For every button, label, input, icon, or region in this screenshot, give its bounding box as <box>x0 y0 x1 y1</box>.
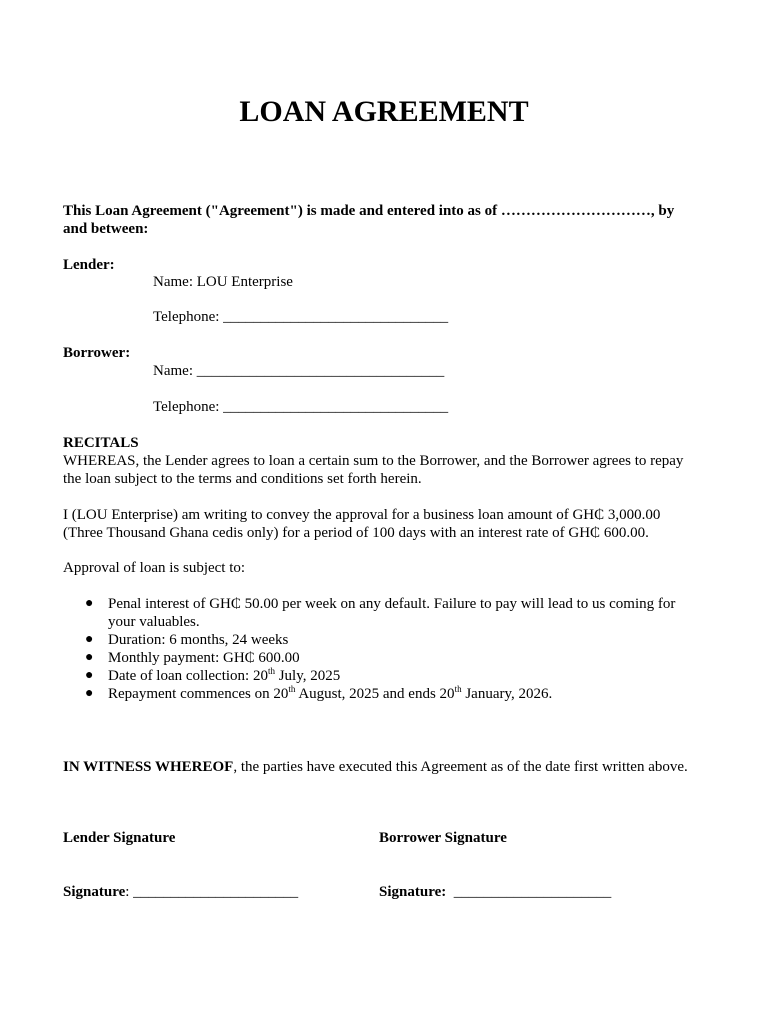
lender-signature-label: Signature <box>63 884 126 900</box>
borrower-signature-label: Signature: <box>379 884 447 900</box>
condition-collection-date: Date of loan collection: 20th July, 2025 <box>108 666 341 684</box>
lender-signature-field <box>63 883 298 901</box>
bullet-icon: ● <box>85 650 94 665</box>
list-item <box>63 667 693 685</box>
borrower-signature-field <box>379 883 611 901</box>
lender-name: Name: LOU Enterprise <box>153 274 293 290</box>
witness-text: , the parties have executed this Agreement as of the date first written above. <box>233 759 688 775</box>
bullet-icon: ● <box>85 686 94 701</box>
lender-telephone: Telephone: ______________________________ <box>153 309 449 325</box>
lender-signature-heading: Lender Signature <box>63 830 176 846</box>
witness-bold: IN WITNESS WHEREOF <box>63 759 234 775</box>
list-item <box>63 631 693 649</box>
lender-signature-line: : ______________________ <box>125 884 299 900</box>
borrower-heading: Borrower: <box>63 345 131 361</box>
document-title: LOAN AGREEMENT <box>239 95 529 128</box>
borrower-signature-heading: Borrower Signature <box>379 830 507 846</box>
bullet-icon: ● <box>85 668 94 683</box>
intro-line-2: and between: <box>63 221 149 237</box>
approval-paragraph <box>63 506 693 542</box>
condition-penal-line-2: your valuables. <box>108 614 200 630</box>
condition-penal-line-1: Penal interest of GH₵ 50.00 per week on any default. Failure to pay will lead to us coming for <box>108 596 676 612</box>
recitals-paragraph <box>63 452 693 488</box>
subject-to-text: Approval of loan is subject to: <box>63 560 246 576</box>
intro-paragraph <box>63 202 693 238</box>
lender-heading: Lender: <box>63 257 115 273</box>
condition-monthly-payment: Monthly payment: GH₵ 600.00 <box>108 650 300 666</box>
condition-duration: Duration: 6 months, 24 weeks <box>108 632 289 648</box>
recitals-line-1: WHEREAS, the Lender agrees to loan a certain sum to the Borrower, and the Borrower agrees to repay <box>63 453 684 469</box>
borrower-name: Name: _________________________________ <box>153 363 445 379</box>
bullet-icon: ● <box>85 632 94 647</box>
approval-line-1: I (LOU Enterprise) am writing to convey the approval for a business loan amount of GH₵ 3,000.00 <box>63 507 661 523</box>
borrower-signature-line: _____________________ <box>446 884 612 900</box>
witness-paragraph <box>63 758 688 776</box>
recitals-line-2: the loan subject to the terms and conditions set forth herein. <box>63 471 422 487</box>
list-item <box>63 649 693 667</box>
condition-repayment: Repayment commences on 20th August, 2025 and ends 20th January, 2026. <box>108 684 553 702</box>
approval-line-2: (Three Thousand Ghana cedis only) for a period of 100 days with an interest rate of GH₵ 600.00. <box>63 525 649 541</box>
conditions-list <box>63 595 693 703</box>
bullet-icon: ● <box>85 596 94 611</box>
list-item <box>63 685 693 703</box>
list-item <box>63 595 693 631</box>
borrower-telephone: Telephone: ______________________________ <box>153 399 449 415</box>
recitals-heading: RECITALS <box>63 435 139 451</box>
intro-line-1: This Loan Agreement ("Agreement") is made and entered into as of …………………………, by <box>63 203 675 219</box>
